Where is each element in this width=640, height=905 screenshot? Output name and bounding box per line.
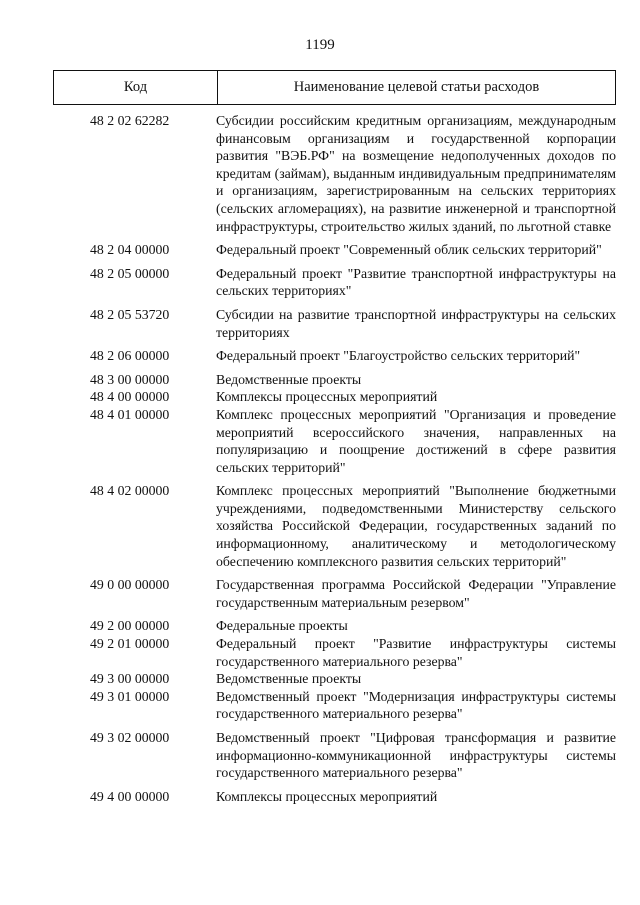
table-row (90, 729, 616, 782)
row-code: 48 4 02 00000 (90, 483, 170, 499)
row-text: Субсидии российским кредитным организациям, международным финансовым организациям и государственной корпорации развития "ВЭБ.РФ" на возмещение недополученных доходов по кредитам (займам), выданным индивидуальным предпринимателям и организациям, зарегистрированным на сельских территориях (сельских агломерациях), на развитие инженерной и транспортной инфраструктуры, строительство жилых зданий, по льготной ставке (216, 113, 616, 234)
table-header (53, 70, 616, 105)
row-text: Субсидии на развитие транспортной инфраструктуры на сельских территориях (216, 306, 616, 340)
table-row (90, 406, 616, 476)
row-code: 49 0 00 00000 (90, 577, 170, 593)
row-text: Комплексы процессных мероприятий (216, 788, 438, 804)
row-text: Ведомственный проект "Цифровая трансформация и развитие информационно-коммуникационной инфраструктуры системы государственного материального резерва" (216, 730, 616, 781)
row-text: Комплексы процессных мероприятий (216, 389, 438, 405)
row-code: 49 4 00 00000 (90, 788, 170, 804)
table-row (90, 670, 616, 688)
row-text: Комплекс процессных мероприятий "Выполнение бюджетными учреждениями, подведомственными Министерству сельского хозяйства Российской Федерации, государственных заданий по информационному, аналитическому и методологическому обеспечению комплексного развития сельских территорий" (216, 483, 616, 569)
row-code: 49 3 02 00000 (90, 730, 170, 745)
header-code: Код (54, 71, 218, 104)
table-row (90, 347, 616, 365)
row-text: Государственная программа Российской Федерации "Управление государственным материальным резервом" (216, 577, 616, 610)
row-code: 49 3 01 00000 (90, 688, 170, 704)
row-code: 49 2 01 00000 (90, 636, 170, 652)
row-code: 48 2 05 00000 (90, 265, 170, 281)
row-code: 48 2 04 00000 (90, 242, 170, 258)
table-row (90, 371, 616, 389)
row-text: Федеральные проекты (216, 618, 348, 634)
row-code: 48 2 02 62282 (90, 113, 170, 128)
table-row (90, 388, 616, 406)
row-text: Федеральный проект "Благоустройство сельских территорий" (216, 348, 581, 364)
table-row (90, 576, 616, 611)
table-row (90, 617, 616, 635)
row-code: 48 2 06 00000 (90, 348, 170, 364)
row-code: 48 3 00 00000 (90, 371, 170, 387)
table-row (90, 635, 616, 670)
row-code: 48 4 00 00000 (90, 389, 170, 405)
table-row (90, 688, 616, 723)
row-text: Федеральный проект "Современный облик сельских территорий" (216, 242, 602, 258)
row-text: Ведомственный проект "Модернизация инфраструктуры системы государственного материального резерва" (216, 688, 616, 722)
row-text: Ведомственные проекты (216, 371, 362, 387)
row-code: 48 2 05 53720 (90, 306, 170, 322)
row-code: 49 3 00 00000 (90, 671, 170, 687)
row-code: 48 4 01 00000 (90, 406, 170, 422)
row-text: Федеральный проект "Развитие инфраструктуры системы государственного материального резерва" (216, 636, 616, 669)
header-name: Наименование целевой статьи расходов (293, 79, 540, 95)
table-row (90, 788, 616, 806)
table-row (90, 241, 616, 259)
table-row (90, 482, 616, 570)
table-row (90, 265, 616, 300)
table-row (90, 112, 616, 235)
row-text: Ведомственные проекты (216, 671, 362, 687)
row-text: Комплекс процессных мероприятий "Организация и проведение мероприятий всероссийского значения, направленных на популяризацию и поощрение достижений в сфере развития сельских территорий" (216, 406, 616, 475)
row-text: Федеральный проект "Развитие транспортной инфраструктуры на сельских территориях" (216, 265, 616, 299)
row-code: 49 2 00 00000 (90, 618, 170, 634)
table-body (90, 112, 616, 805)
page-number: 1199 (305, 37, 335, 53)
table-row (90, 306, 616, 341)
